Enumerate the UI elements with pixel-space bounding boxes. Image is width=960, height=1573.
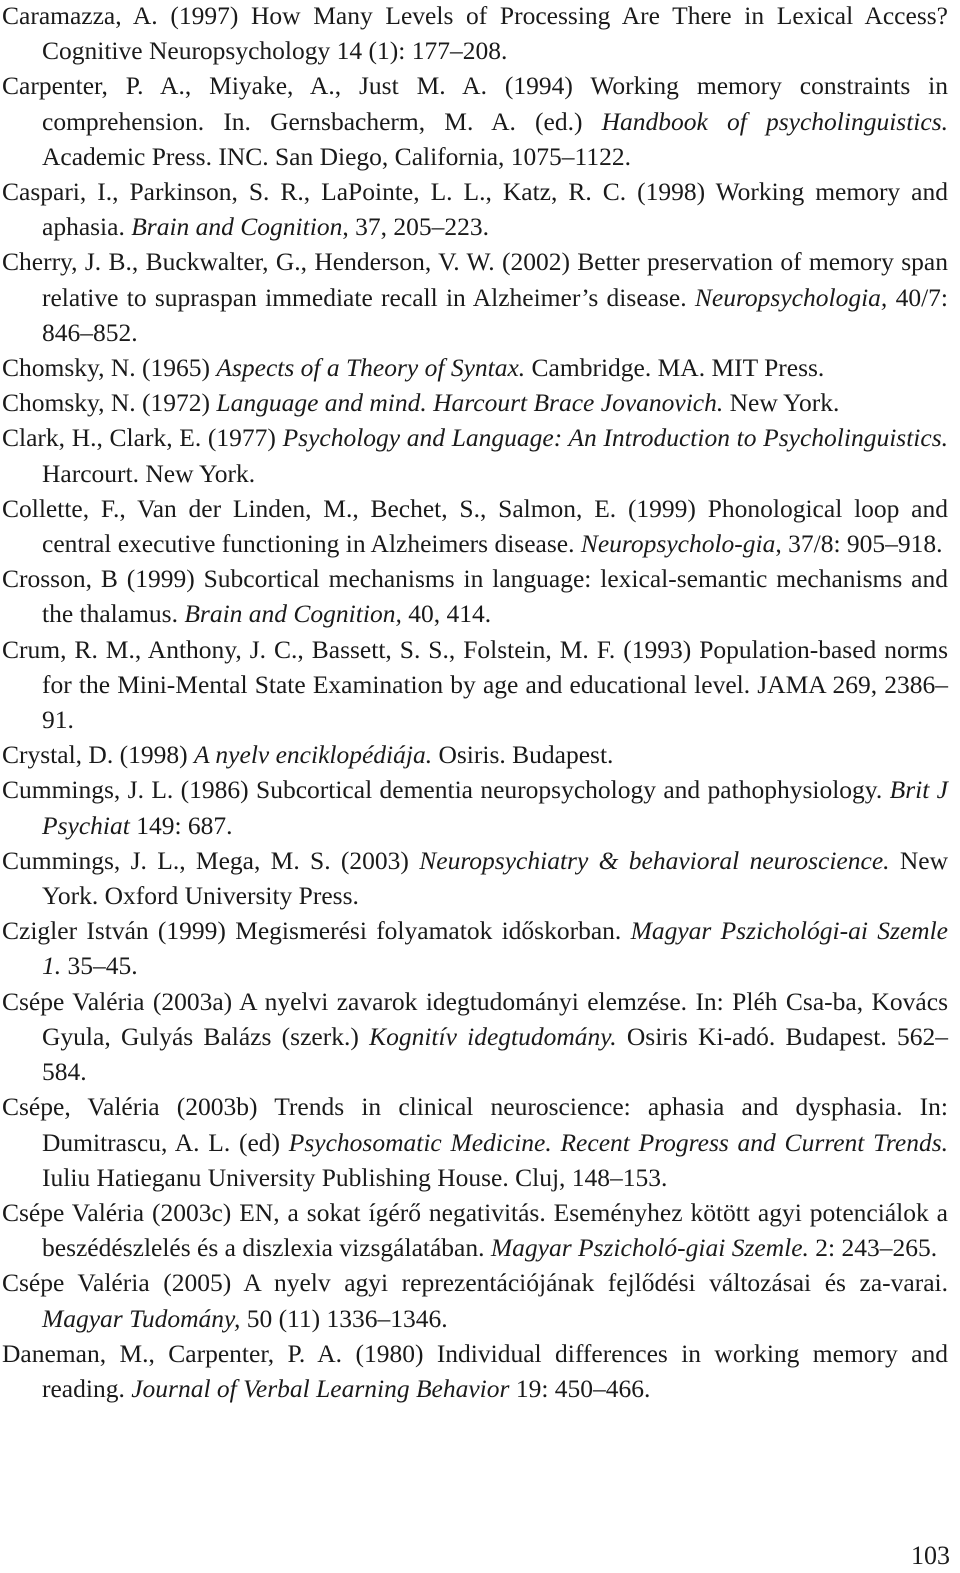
reference-text: Caspari, I., Parkinson, S. R., LaPointe, L. L., Katz, R. C. (1998) Working memory and aphasia. bbox=[2, 177, 948, 242]
reference-entry bbox=[2, 772, 948, 842]
reference-text: Crum, R. M., Anthony, J. C., Bassett, S. S., Folstein, M. F. (1993) Population-based norms for the Mini-Mental State Examination by age and educational level. JAMA 269, 2386–91. bbox=[2, 634, 948, 735]
reference-text: Czigler István (1999) Megismerési folyamatok időskorban. bbox=[2, 916, 631, 946]
reference-text: 35–45. bbox=[61, 951, 138, 981]
reference-text: Csépe Valéria (2003c) EN, a sokat ígérő negativitás. Eseményhez kötött agyi potenciálok a beszédészlelés és a diszlexia vizsgálatában. bbox=[2, 1197, 948, 1263]
reference-text: 50 (11) 1336–1346. bbox=[240, 1303, 448, 1333]
reference-text: Csépe, Valéria (2003b) Trends in clinical neuroscience: aphasia and dysphasia. In: Dumitrascu, A. L. (ed) bbox=[2, 1092, 948, 1157]
reference-text: Collette, F., Van der Linden, M., Bechet, S., Salmon, E. (1999) Phonological loop and central executive functioning in Alzheimers disease. bbox=[2, 493, 948, 559]
reference-entry bbox=[2, 0, 948, 68]
reference-entry bbox=[2, 420, 948, 490]
reference-text: , 37, 205–223. bbox=[342, 212, 489, 242]
reference-italic-text: Brit J Psychiat bbox=[42, 775, 948, 840]
reference-entry bbox=[2, 350, 948, 385]
reference-text: Crosson, B (1999) Subcortical mechanisms in language: lexical-semantic mechanisms and the thalamus. bbox=[2, 564, 948, 629]
reference-text: 40/7: 846–852. bbox=[42, 282, 949, 347]
reference-italic-text: Brain and Cognition, bbox=[184, 599, 402, 629]
reference-text: 19: 450–466. bbox=[509, 1373, 651, 1403]
reference-text: New York. bbox=[723, 388, 840, 418]
reference-italic-text: Kognitív idegtudomány. bbox=[369, 1021, 617, 1051]
reference-italic-text: Neuropsychiatry & behavioral neuroscience. bbox=[419, 845, 890, 875]
reference-text: Clark, H., Clark, E. (1977) bbox=[2, 423, 283, 453]
reference-italic-text: Psychology and Language: An Introduction to Psycholinguistics. bbox=[282, 423, 949, 453]
reference-italic-text: Neuropsycholo-gia bbox=[580, 529, 776, 559]
reference-entry bbox=[2, 561, 948, 631]
reference-text: 40, 414. bbox=[401, 599, 492, 629]
reference-entry bbox=[2, 1336, 948, 1406]
reference-text: Harcourt. New York. bbox=[42, 458, 256, 488]
reference-text: Osiris Ki-adó. Budapest. 562–584. bbox=[42, 1021, 948, 1087]
reference-text: Chomsky, N. (1965) bbox=[2, 353, 217, 383]
reference-italic-text: Neuropsychologia, bbox=[694, 282, 888, 312]
reference-entry bbox=[2, 984, 948, 1090]
reference-text: Daneman, M., Carpenter, P. A. (1980) Individual differences in working memory and reading. bbox=[2, 1338, 948, 1403]
reference-text: New York. Oxford University Press. bbox=[42, 845, 948, 911]
reference-italic-text: Psychosomatic Medicine. Recent Progress and Current Trends. bbox=[288, 1127, 948, 1157]
reference-italic-text: Language and mind. Harcourt Brace Jovanovich. bbox=[216, 388, 724, 418]
reference-text: Academic Press. INC. San Diego, California, 1075–1122. bbox=[42, 141, 631, 171]
page-number: 103 bbox=[911, 1541, 950, 1570]
reference-entry bbox=[2, 68, 948, 174]
reference-italic-text: Handbook of psycholinguistics. bbox=[601, 106, 949, 136]
reference-list bbox=[2, 0, 948, 1406]
reference-italic-text: Magyar Pszicholó-giai Szemle. bbox=[490, 1233, 809, 1263]
reference-entry bbox=[2, 1195, 948, 1265]
reference-text: Cummings, J. L. (1986) Subcortical dementia neuropsychology and pathophysiology. bbox=[2, 775, 890, 805]
reference-text: Cambridge. MA. MIT Press. bbox=[525, 353, 825, 383]
reference-entry bbox=[2, 174, 948, 244]
reference-text: Csépe Valéria (2005) A nyelv agyi reprezentációjának fejlődési változásai és za-varai. bbox=[2, 1268, 948, 1298]
reference-text: Cummings, J. L., Mega, M. S. (2003) bbox=[2, 845, 420, 875]
reference-text: Chomsky, N. (1972) bbox=[2, 388, 217, 418]
reference-text: Crystal, D. (1998) bbox=[2, 740, 194, 770]
reference-text: Carpenter, P. A., Miyake, A., Just M. A. (1994) Working memory constraints in comprehension. In. Gernsbacherm, M. A. (ed.) bbox=[2, 71, 948, 136]
reference-entry bbox=[2, 1265, 948, 1335]
reference-italic-text: A nyelv enciklopédiája. bbox=[193, 740, 433, 770]
reference-italic-text: Aspects of a Theory of Syntax. bbox=[216, 353, 526, 383]
reference-italic-text: Magyar Pszichológi-ai Szemle 1. bbox=[42, 916, 948, 981]
reference-entry bbox=[2, 244, 948, 350]
reference-entry bbox=[2, 913, 948, 983]
reference-italic-text: Brain and Cognition bbox=[131, 212, 343, 242]
reference-text: 149: 687. bbox=[129, 810, 233, 840]
reference-text: Caramazza, A. (1997) How Many Levels of Processing Are There in Lexical Access? Cognitive Neuropsychology 14 (1): 177–208. bbox=[2, 1, 948, 66]
reference-italic-text: Magyar Tudomány, bbox=[42, 1303, 241, 1333]
reference-text: 2: 243–265. bbox=[808, 1233, 938, 1263]
reference-text: Cherry, J. B., Buckwalter, G., Henderson, V. W. (2002) Better preservation of memory span relative to supraspan immediate recall in Alzheimer’s disease. bbox=[2, 247, 948, 312]
reference-entry bbox=[2, 1089, 948, 1195]
reference-entry bbox=[2, 843, 948, 913]
reference-text: Csépe Valéria (2003a) A nyelvi zavarok idegtudományi elemzése. In: Pléh Csa-ba, Kovács Gyula, Gulyás Balázs (szerk.) bbox=[2, 986, 948, 1051]
reference-text: , 37/8: 905–918. bbox=[775, 529, 943, 559]
reference-entry bbox=[2, 491, 948, 561]
reference-text: Iuliu Hatieganu University Publishing House. Cluj, 148–153. bbox=[42, 1162, 668, 1192]
reference-italic-text: Journal of Verbal Learning Behavior bbox=[131, 1373, 510, 1403]
reference-entry bbox=[2, 632, 948, 738]
reference-text: Osiris. Budapest. bbox=[432, 740, 614, 770]
reference-entry bbox=[2, 737, 948, 772]
reference-entry bbox=[2, 385, 948, 420]
